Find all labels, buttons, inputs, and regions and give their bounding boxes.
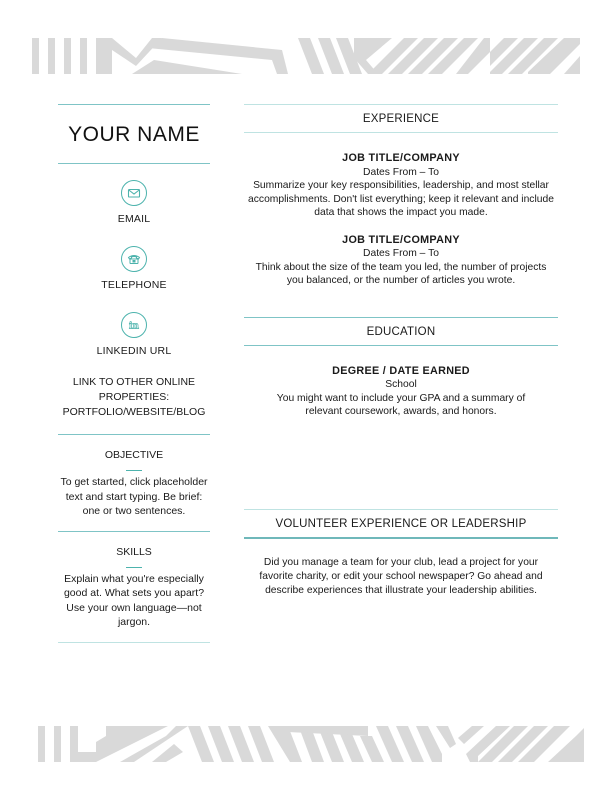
- experience-entry[interactable]: [244, 234, 558, 288]
- sidebar: [58, 104, 210, 643]
- top-decorative-banner: [32, 38, 490, 74]
- telephone-icon: [121, 246, 147, 272]
- experience-entry[interactable]: [244, 152, 558, 220]
- telephone-label: TELEPHONE: [101, 279, 167, 291]
- education-entry[interactable]: [244, 365, 558, 419]
- degree-title: DEGREE / DATE EARNED: [332, 364, 470, 377]
- volunteer-heading: VOLUNTEER EXPERIENCE OR LEADERSHIP: [275, 517, 527, 530]
- divider: [244, 537, 558, 539]
- objective-text[interactable]: To get started, click placeholder text and start typing. Be brief: one or two sentences.: [60, 476, 208, 517]
- school-name: School: [385, 379, 417, 390]
- job-dates: Dates From – To: [363, 248, 439, 259]
- job-description: Summarize your key responsibilities, leadership, and most stellar accomplishments. Don't list everything; keep it relevant and include data that shows the impact you made.: [248, 180, 554, 218]
- contact-linkedin[interactable]: [58, 312, 210, 357]
- job-description: Think about the size of the team you led, the number of projects you balanced, or the number of articles you wrote.: [255, 261, 547, 286]
- envelope-icon: [121, 180, 147, 206]
- divider: [58, 163, 210, 164]
- divider: [58, 531, 210, 532]
- job-dates: Dates From – To: [363, 166, 439, 178]
- divider: [58, 434, 210, 435]
- divider: [244, 132, 558, 133]
- svg-text:in: in: [129, 321, 139, 332]
- skills-heading: SKILLS: [116, 545, 152, 558]
- accent-dash: [126, 470, 142, 471]
- contact-email[interactable]: [58, 180, 210, 225]
- job-title: JOB TITLE/COMPANY: [342, 233, 460, 246]
- volunteer-description[interactable]: Did you manage a team for your club, lead a project for your favorite charity, or edit your school newspaper? Go ahead and describe experiences that illustrate your leadership abilities.: [259, 556, 543, 596]
- your-name-heading[interactable]: YOUR NAME: [68, 123, 200, 146]
- job-title: JOB TITLE/COMPANY: [342, 152, 460, 164]
- top-banner-extension: [490, 38, 582, 74]
- divider: [58, 642, 210, 643]
- divider: [244, 345, 558, 346]
- contact-telephone[interactable]: [58, 246, 210, 291]
- accent-dash: [126, 567, 142, 568]
- contact-info: [58, 180, 210, 420]
- linkedin-label: LINKEDIN URL: [96, 345, 172, 357]
- main-content: [244, 104, 558, 598]
- education-heading: EDUCATION: [366, 325, 436, 338]
- online-properties-link[interactable]: LINK TO OTHER ONLINE PROPERTIES: PORTFOLIO/WEBSITE/BLOG: [62, 376, 206, 418]
- email-label: EMAIL: [117, 213, 151, 225]
- linkedin-icon: [121, 312, 147, 338]
- objective-heading: OBJECTIVE: [104, 449, 164, 461]
- skills-text[interactable]: Explain what you're especially good at. What sets you apart? Use your own language—not jargon.: [63, 572, 205, 628]
- education-description: You might want to include your GPA and a summary of relevant coursework, awards, and honors.: [276, 392, 526, 417]
- bottom-decorative-banner: [38, 726, 584, 762]
- experience-heading: EXPERIENCE: [362, 113, 440, 125]
